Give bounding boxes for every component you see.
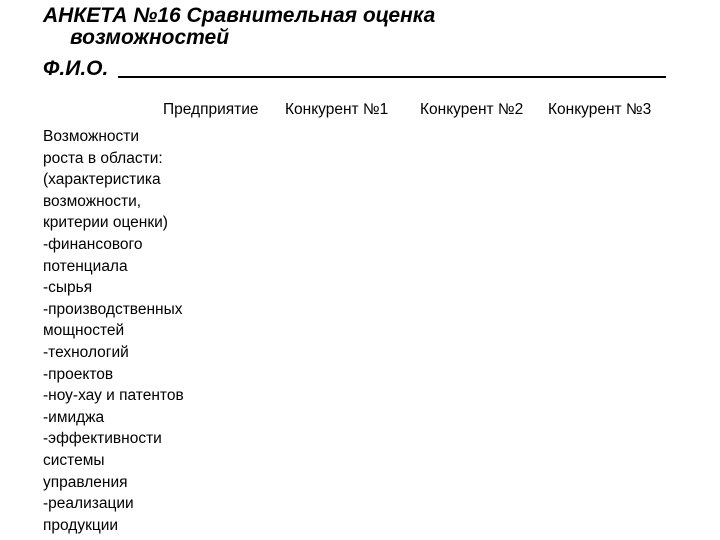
fio-blank-line <box>118 76 666 78</box>
criteria-line: -проектов <box>43 365 114 383</box>
criteria-line: -технологий <box>43 343 129 361</box>
criteria-line: мощностей <box>43 322 125 340</box>
column-header-enterprise: Предприятие <box>163 101 259 118</box>
criteria-line: критерии оценки) <box>43 214 168 232</box>
criteria-line: возможности, <box>43 192 142 210</box>
criteria-line: -финансового <box>43 235 143 253</box>
criteria-line: роста в области: <box>43 149 163 167</box>
criteria-line: -эффективности <box>43 430 162 448</box>
form-title: АНКЕТА №16 Сравнительная оценка <box>43 4 436 27</box>
column-header-competitor-3: Конкурент №3 <box>548 101 652 118</box>
form-title-continued: возможностей <box>70 26 230 49</box>
criteria-line: -производственных <box>43 300 183 318</box>
criteria-line: продукции <box>43 516 119 534</box>
column-header-competitor-2: Конкурент №2 <box>420 101 524 118</box>
criteria-line: -имиджа <box>43 408 105 426</box>
fio-label: Ф.И.О. <box>43 57 109 80</box>
column-header-competitor-1: Конкурент №1 <box>285 101 389 118</box>
criteria-line: -реализации <box>43 495 134 513</box>
criteria-line: -сырья <box>43 279 93 297</box>
criteria-list <box>43 126 184 536</box>
criteria-line: -ноу-хау и патентов <box>43 387 184 405</box>
criteria-line: потенциала <box>43 257 128 275</box>
criteria-line: Возможности <box>43 128 140 145</box>
criteria-line: системы <box>43 451 105 469</box>
criteria-line: управления <box>43 473 128 491</box>
criteria-line: (характеристика <box>43 171 161 189</box>
